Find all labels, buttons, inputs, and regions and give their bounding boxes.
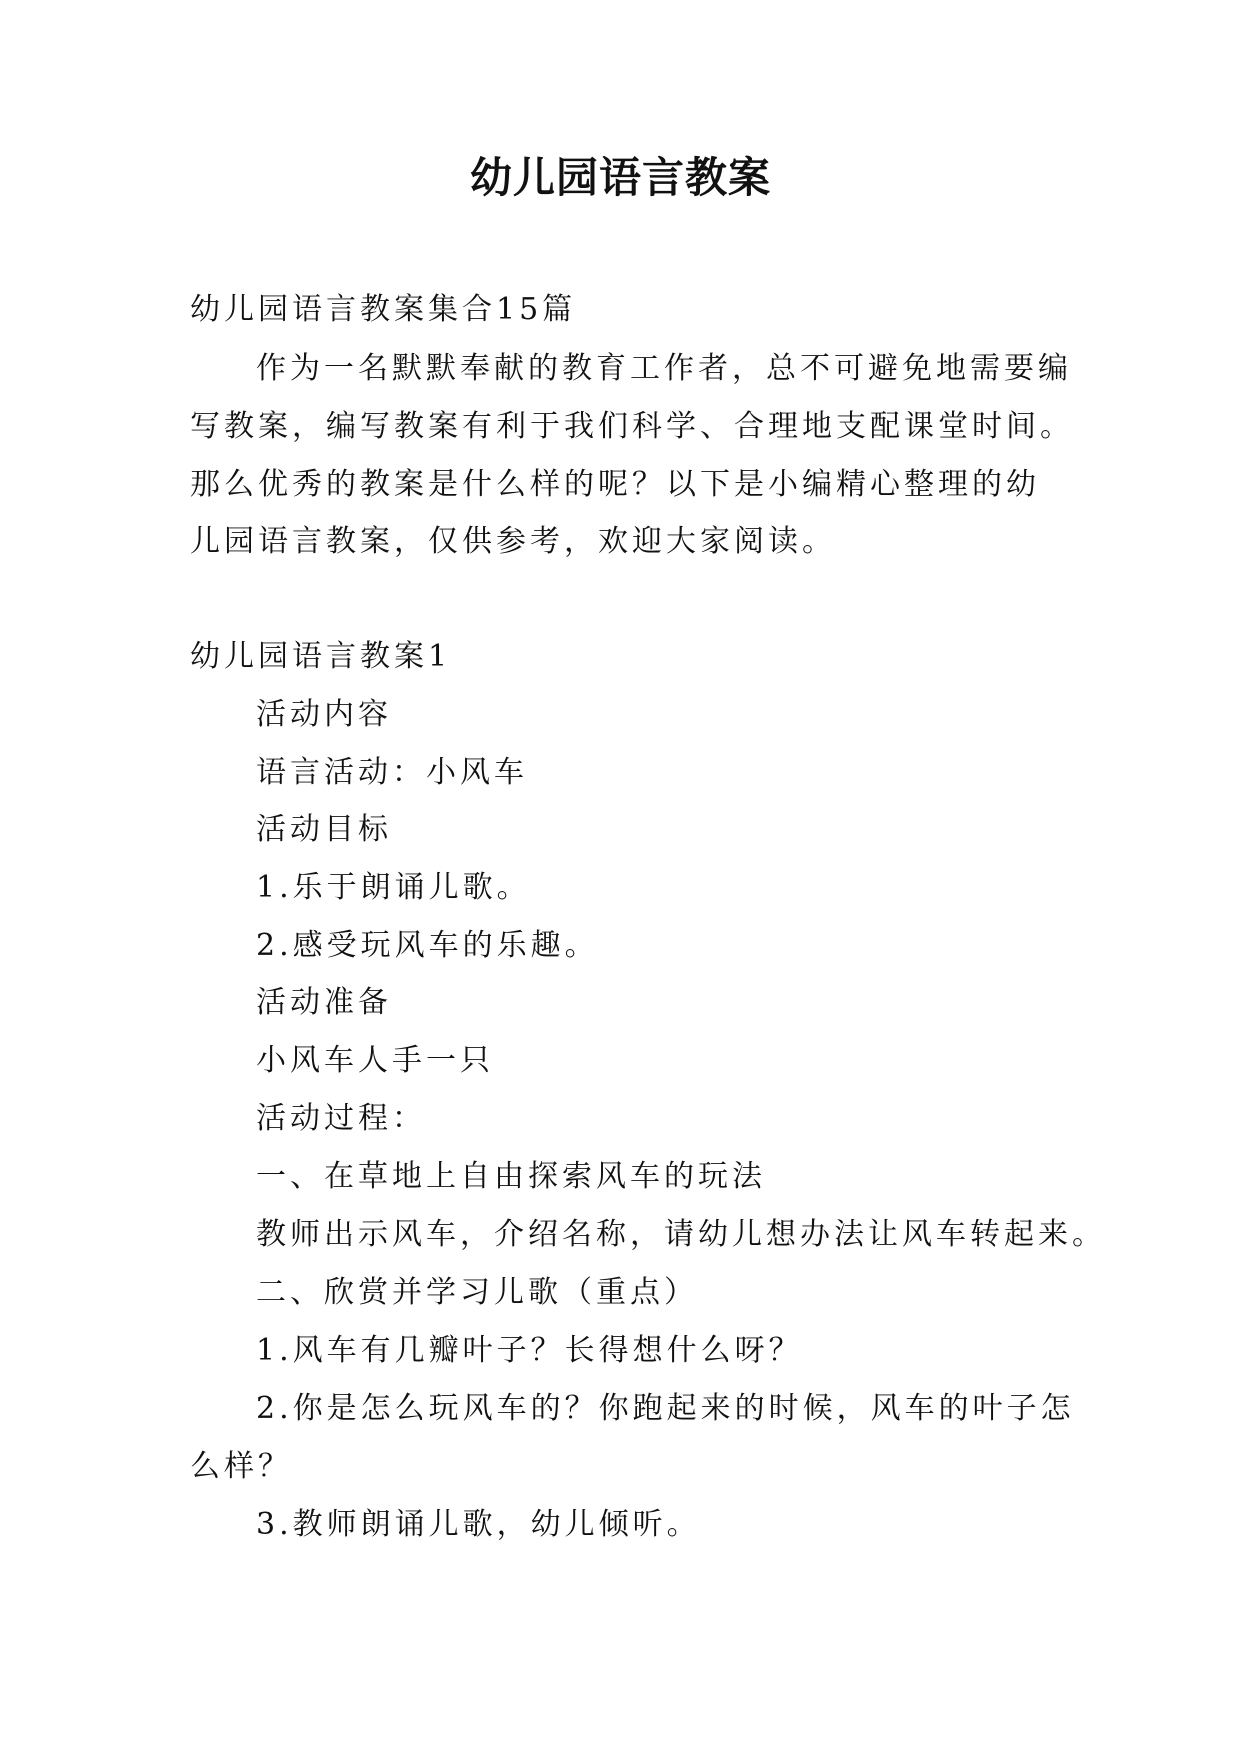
body-line-question-3: 3.教师朗诵儿歌，幼儿倾听。 [256, 1507, 701, 1542]
intro-line-2: 写教案，编写教案有利于我们科学、合理地支配课堂时间。 [190, 409, 1074, 444]
document-title: 幼儿园语言教案 [469, 153, 771, 202]
body-line-goal-2: 2.感受玩风车的乐趣。 [256, 928, 599, 963]
body-line-process-step-1: 一、在草地上自由探索风车的玩法 [256, 1159, 766, 1194]
body-line-activity-goals: 活动目标 [256, 812, 392, 847]
body-line-activity-content: 活动内容 [256, 697, 392, 732]
body-line-preparation-detail: 小风车人手一只 [256, 1043, 494, 1078]
body-line-language-activity: 语言活动：小风车 [256, 755, 528, 790]
body-line-activity-preparation: 活动准备 [256, 985, 392, 1020]
intro-line-1: 作为一名默默奉献的教育工作者，总不可避免地需要编 [256, 351, 1072, 386]
body-line-activity-process: 活动过程： [256, 1101, 426, 1136]
body-line-question-2-continued: 么样？ [190, 1449, 292, 1484]
body-line-teacher-intro: 教师出示风车，介绍名称，请幼儿想办法让风车转起来。 [256, 1217, 1106, 1252]
intro-line-3: 那么优秀的教案是什么样的呢？以下是小编精心整理的幼 [190, 467, 1040, 502]
body-line-question-1: 1.风车有几瓣叶子？长得想什么呀？ [256, 1333, 803, 1368]
body-line-question-2: 2.你是怎么玩风车的？你跑起来的时候，风车的叶子怎 [256, 1391, 1075, 1426]
intro-line-4: 儿园语言教案，仅供参考，欢迎大家阅读。 [190, 524, 836, 559]
body-line-process-step-2: 二、欣赏并学习儿歌（重点） [256, 1275, 698, 1310]
section-heading: 幼儿园语言教案1 [190, 639, 452, 674]
collection-heading: 幼儿园语言教案集合15篇 [190, 292, 577, 327]
body-line-goal-1: 1.乐于朗诵儿歌。 [256, 870, 531, 905]
